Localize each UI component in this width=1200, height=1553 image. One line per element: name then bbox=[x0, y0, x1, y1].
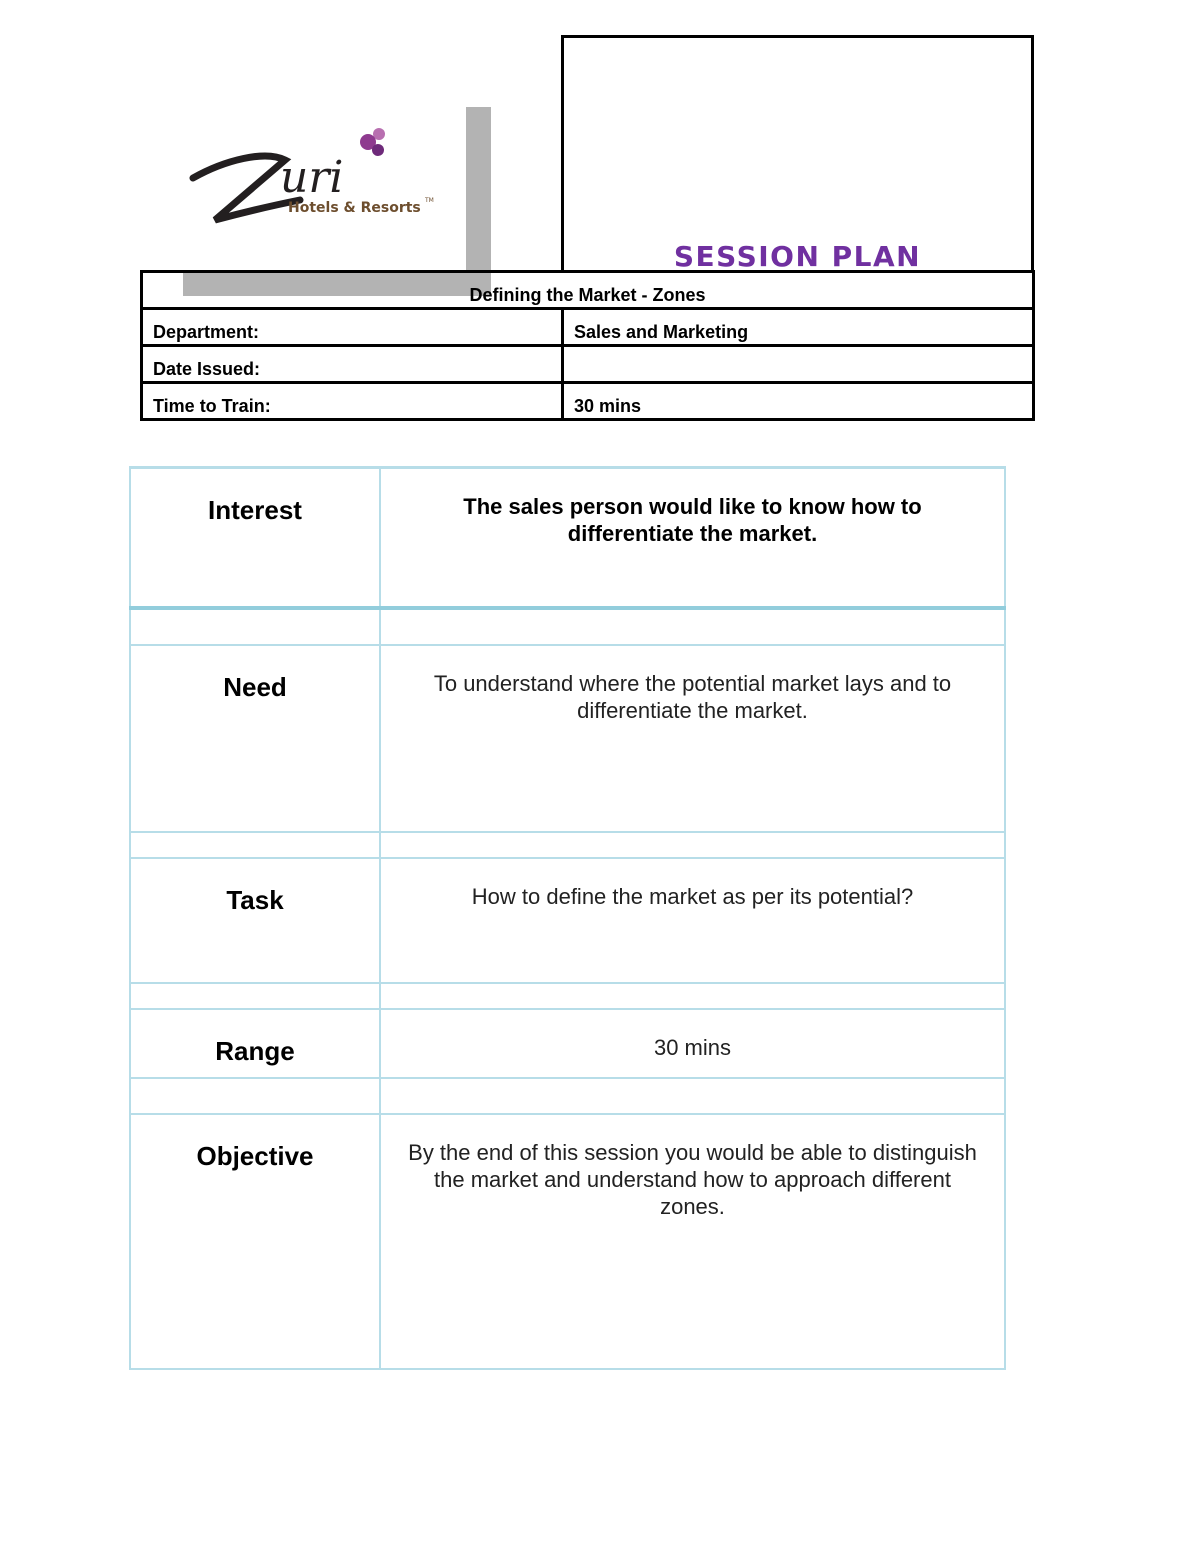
session-title-row bbox=[142, 272, 1034, 309]
session-plan-box bbox=[561, 35, 1034, 273]
spacer-row bbox=[130, 608, 1005, 645]
session-plan-title: SESSION PLAN bbox=[673, 240, 922, 273]
session-info-table bbox=[140, 270, 1035, 421]
need-label: Need bbox=[130, 645, 380, 832]
range-row bbox=[130, 1009, 1005, 1078]
range-value: 30 mins bbox=[380, 1009, 1005, 1078]
session-plan-table bbox=[129, 466, 1006, 1370]
need-row bbox=[130, 645, 1005, 832]
spacer-row bbox=[130, 1078, 1005, 1114]
time-to-train-label: Time to Train: bbox=[142, 383, 563, 420]
department-label: Department: bbox=[142, 309, 563, 346]
logo-frame-vertical bbox=[466, 107, 491, 295]
task-row bbox=[130, 858, 1005, 983]
task-value: How to define the market as per its potential? bbox=[380, 858, 1005, 983]
date-issued-label: Date Issued: bbox=[142, 346, 563, 383]
department-row bbox=[142, 309, 1034, 346]
objective-label: Objective bbox=[130, 1114, 380, 1369]
interest-value: The sales person would like to know how to differentiate the market. bbox=[380, 468, 1005, 609]
task-label: Task bbox=[130, 858, 380, 983]
date-issued-row bbox=[142, 346, 1034, 383]
interest-row bbox=[130, 468, 1005, 609]
date-issued-value bbox=[563, 346, 1034, 383]
svg-text:TM: TM bbox=[425, 197, 434, 204]
department-value: Sales and Marketing bbox=[563, 309, 1034, 346]
zuri-logo bbox=[185, 120, 445, 235]
spacer-row bbox=[130, 832, 1005, 858]
time-to-train-row bbox=[142, 383, 1034, 420]
interest-label: Interest bbox=[130, 468, 380, 609]
time-to-train-value: 30 mins bbox=[563, 383, 1034, 420]
svg-text:Hotels & Resorts: Hotels & Resorts bbox=[288, 200, 421, 216]
svg-text:uri: uri bbox=[280, 152, 344, 203]
range-label: Range bbox=[130, 1009, 380, 1078]
objective-row bbox=[130, 1114, 1005, 1369]
objective-value: By the end of this session you would be able to distinguish the market and understand how to approach different zones. bbox=[380, 1114, 1005, 1369]
session-title: Defining the Market - Zones bbox=[142, 272, 1034, 309]
spacer-row bbox=[130, 983, 1005, 1009]
need-value: To understand where the potential market lays and to differentiate the market. bbox=[380, 645, 1005, 832]
